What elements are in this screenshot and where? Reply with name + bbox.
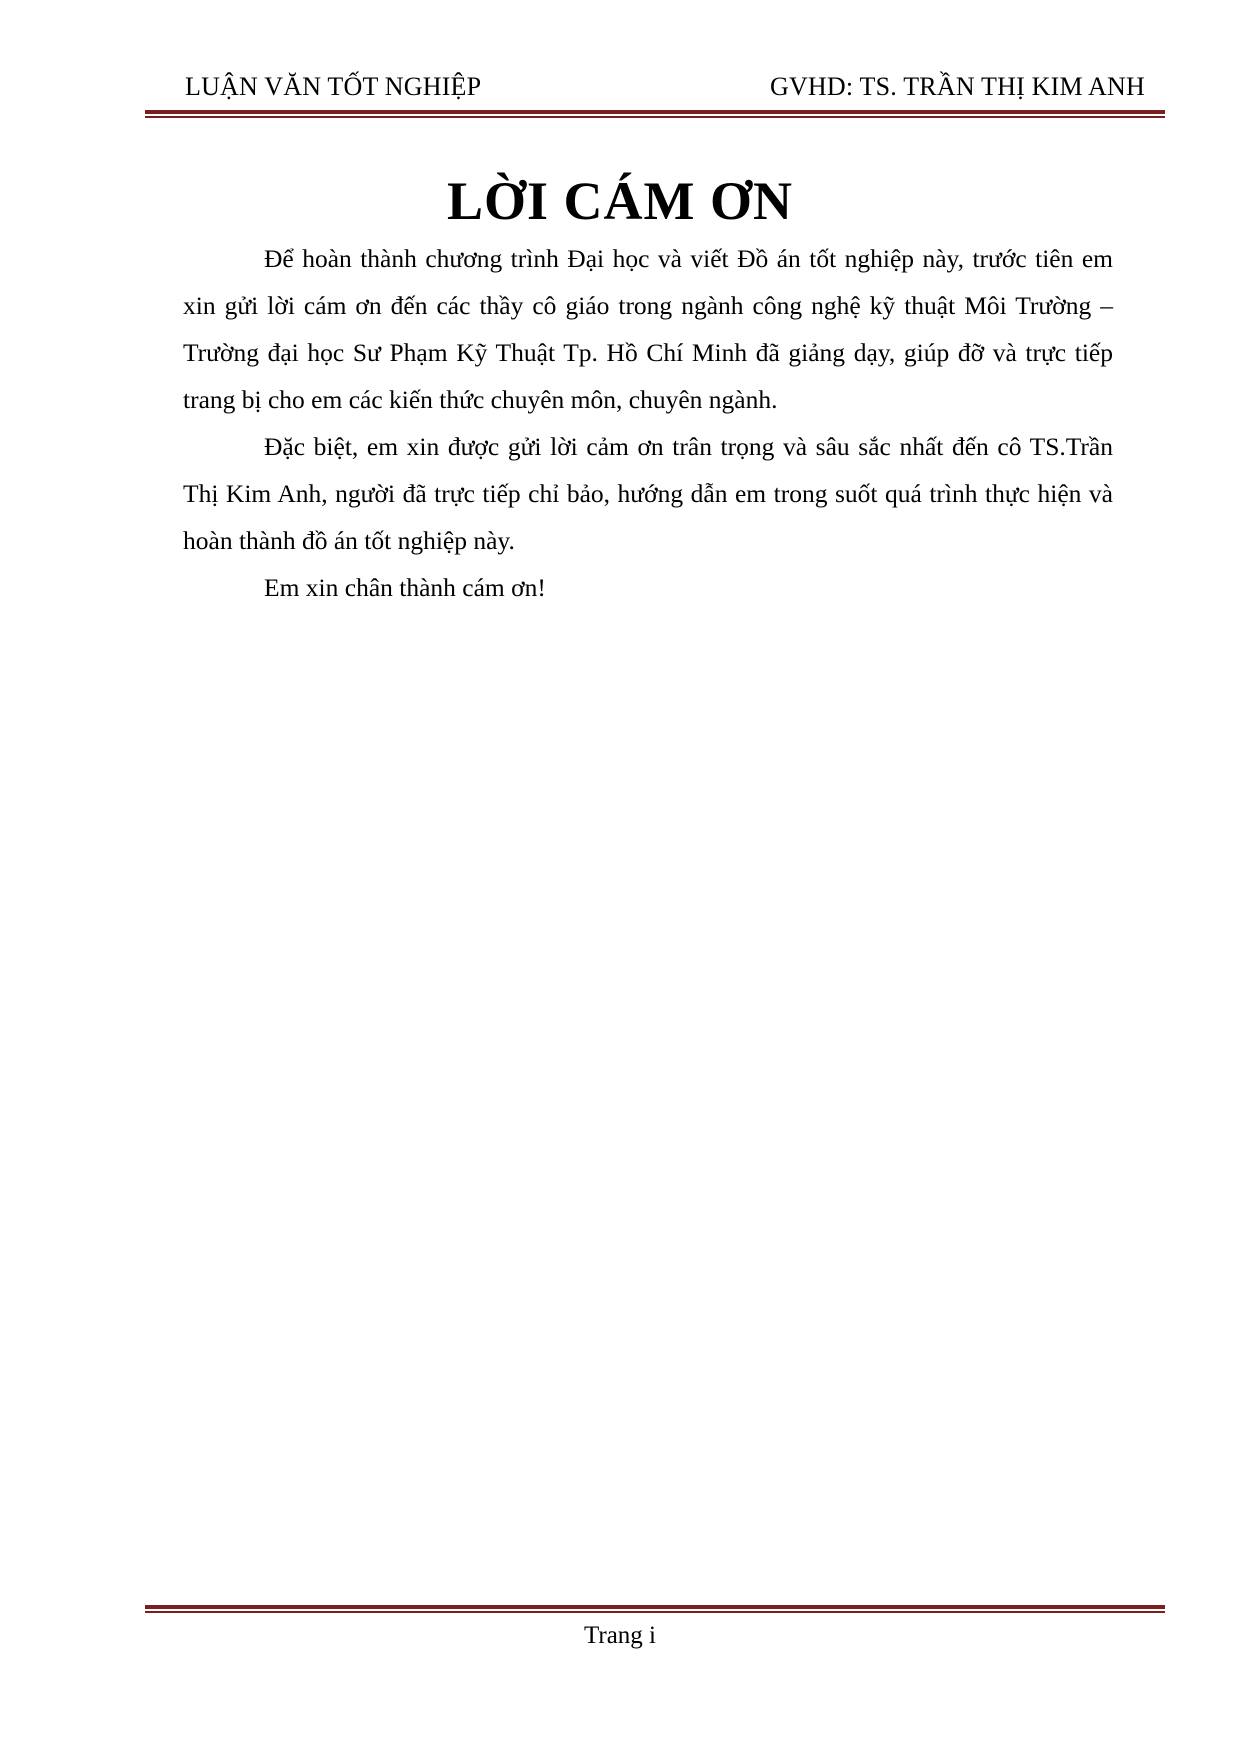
paragraph-2: Đặc biệt, em xin được gửi lời cảm ơn trân trọng và sâu sắc nhất đến cô TS.Trần Thị Kim Anh, người đã trực tiếp chỉ bảo, hướng dẫn em trong suốt quá trình thực hiện và hoàn thành đồ án tốt nghiệp này. (183, 432, 1113, 555)
paragraph-3: Em xin chân thành cám ơn! (264, 573, 546, 602)
page-header (185, 72, 1145, 112)
header-advisor-label: GVHD: TS. TRẦN THỊ KIM ANH (769, 72, 1145, 101)
acknowledgement-body (183, 235, 1113, 611)
page-number: Trang i (583, 1622, 656, 1649)
paragraph-1: Để hoàn thành chương trình Đại học và viết Đồ án tốt nghiệp này, trước tiên em xin gửi lời cám ơn đến các thầy cô giáo trong ngành công nghệ kỹ thuật Môi Trường – Trường đại học Sư Phạm Kỹ Thuật Tp. Hồ Chí Minh đã giảng dạy, giúp đỡ và trực tiếp trang bị cho em các kiến thức chuyên môn, chuyên ngành. (183, 244, 1113, 414)
page-title: LỜI CÁM ƠN (447, 171, 793, 231)
header-thesis-label: LUẬN VĂN TỐT NGHIỆP (185, 72, 482, 101)
footer-divider (145, 1605, 1165, 1614)
header-divider (145, 110, 1165, 119)
